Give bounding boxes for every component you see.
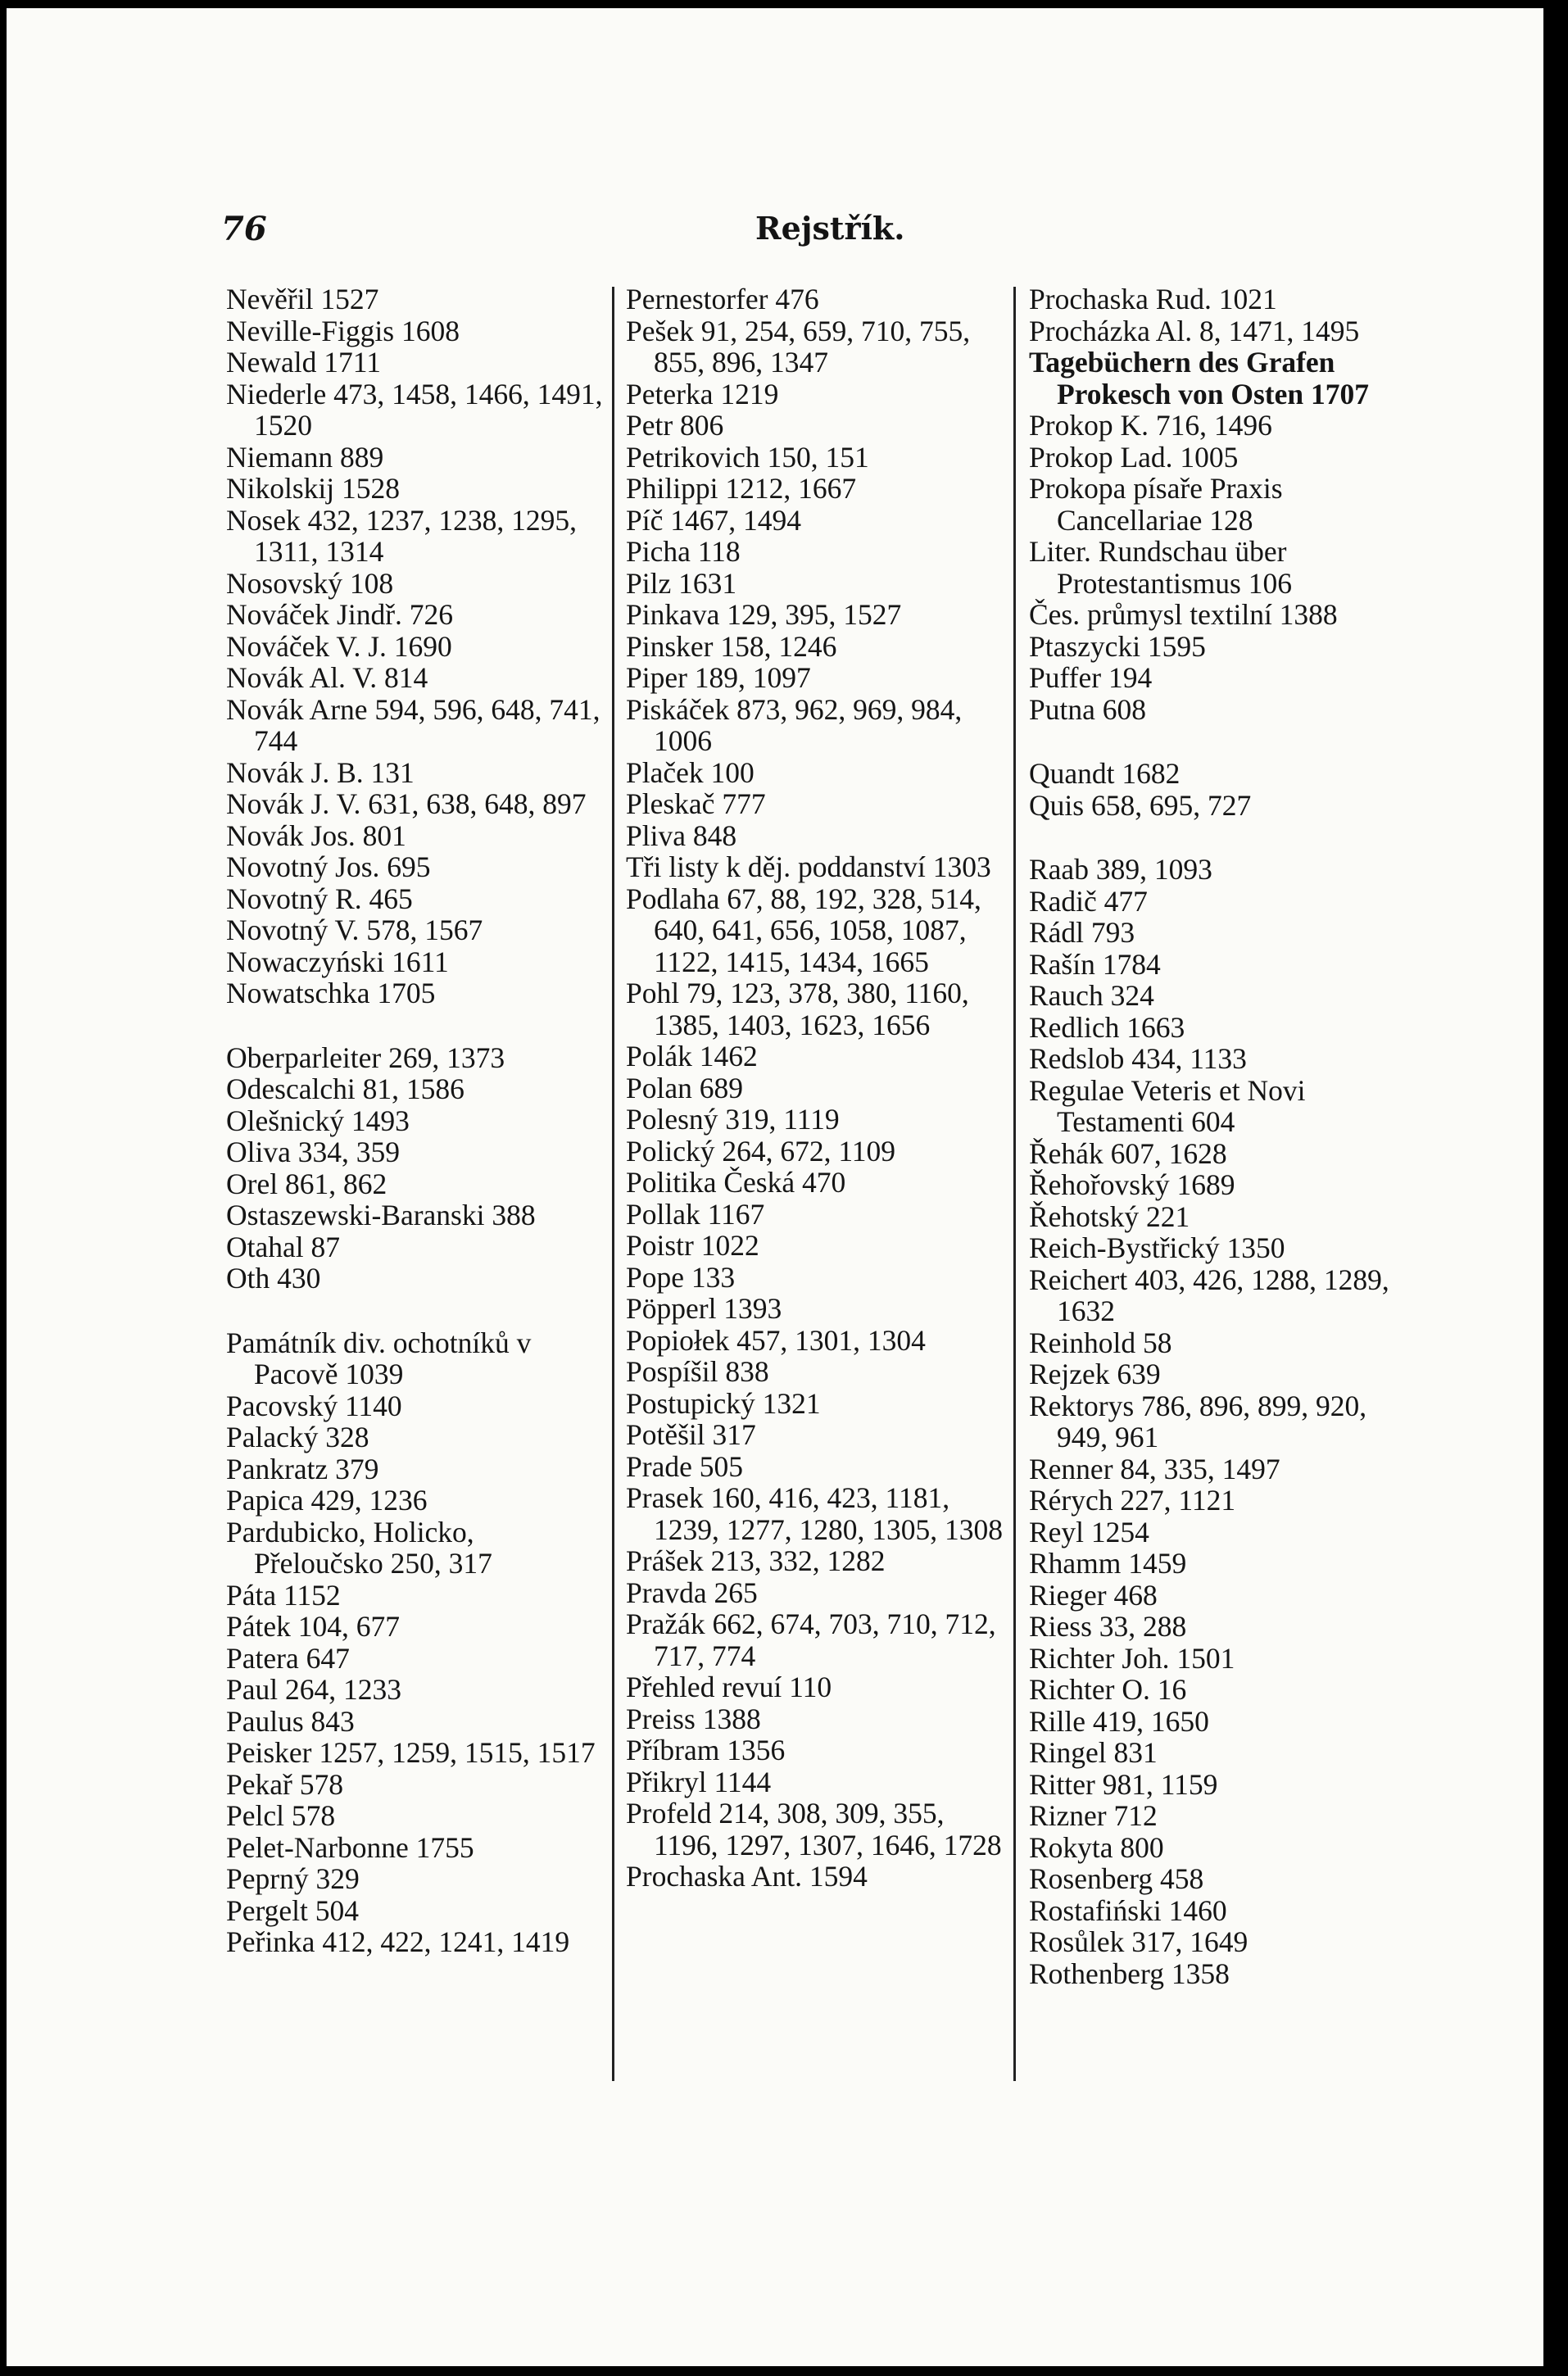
- index-entry: Rille 419, 1650: [1029, 1704, 1209, 1738]
- index-entry: Pelet-Narbonne 1755: [226, 1830, 474, 1864]
- index-entry: Palacký 328: [226, 1421, 369, 1453]
- index-entry: Přikryl 1144: [626, 1765, 772, 1798]
- index-entry: Ptaszycki 1595: [1029, 629, 1206, 663]
- index-entry: Popiołek 457, 1301, 1304: [626, 1323, 926, 1357]
- index-group-r: [1029, 854, 1416, 1989]
- index-entry: Poistr 1022: [626, 1229, 759, 1262]
- index-entry: Preiss 1388: [626, 1702, 761, 1735]
- index-entry: Píč 1467, 1494: [626, 503, 801, 537]
- index-entry: Puffer 194: [1029, 661, 1153, 694]
- index-entry: Richter Joh. 1501: [1029, 1641, 1235, 1675]
- index-entry: Ritter 981, 1159: [1029, 1767, 1218, 1801]
- index-column-2: [626, 283, 1006, 1893]
- index-entry: Richter O. 16: [1029, 1673, 1187, 1706]
- column-divider: [1013, 287, 1016, 2081]
- index-entry: Prášek 213, 332, 1282: [626, 1544, 886, 1577]
- index-entry: Paul 264, 1233: [226, 1673, 401, 1706]
- index-entry: Tagebüchern des Grafen Prokesch von Osten 1707: [1029, 346, 1369, 410]
- index-entry: Rašín 1784: [1029, 947, 1161, 981]
- index-entry: Pernestorfer 476: [626, 283, 819, 315]
- index-entry: Quandt 1682: [1029, 757, 1181, 790]
- page-number: 76: [221, 210, 267, 248]
- index-entry: Nosek 432, 1237, 1238, 1295, 1311, 1314: [226, 503, 577, 568]
- index-entry: Paulus 843: [226, 1704, 355, 1738]
- index-entry: Patera 647: [226, 1641, 350, 1675]
- index-entry: Pravda 265: [626, 1576, 758, 1609]
- index-entry: Prokop Lad. 1005: [1029, 440, 1239, 474]
- index-entry: Pekař 578: [226, 1767, 343, 1801]
- index-entry: Nowatschka 1705: [226, 977, 436, 1009]
- index-entry: Redlich 1663: [1029, 1010, 1185, 1044]
- index-entry: Reich-Bystřický 1350: [1029, 1231, 1285, 1264]
- index-entry: Čes. průmysl textilní 1388: [1029, 598, 1338, 631]
- index-entry: Řehotský 221: [1029, 1199, 1190, 1233]
- index-entry: Pražák 662, 674, 703, 710, 712, 717, 774: [626, 1607, 996, 1672]
- index-entry: Pešek 91, 254, 659, 710, 755, 855, 896, 1347: [626, 314, 971, 379]
- index-column-1: [226, 283, 605, 1958]
- index-entry: Peterka 1219: [626, 377, 779, 410]
- index-entry: Rektorys 786, 896, 899, 920, 949, 961: [1029, 1389, 1367, 1453]
- index-entry: Petrikovich 150, 151: [626, 440, 869, 474]
- index-entry: Ostaszewski-Baranski 388: [226, 1199, 536, 1231]
- index-entry: Přehled revuí 110: [626, 1671, 832, 1703]
- index-entry: Rizner 712: [1029, 1799, 1158, 1832]
- index-entry: Řehák 607, 1628: [1029, 1136, 1227, 1170]
- index-entry: Pardubicko, Holicko, Přeloučsko 250, 317: [226, 1515, 492, 1580]
- index-entry: Rothenberg 1358: [1029, 1957, 1230, 1990]
- index-entry: Tři listy k děj. poddanství 1303: [626, 850, 991, 883]
- index-entry: Pleskač 777: [626, 787, 766, 820]
- index-entry: Rérych 227, 1121: [1029, 1484, 1236, 1517]
- index-entry: Pospíšil 838: [626, 1355, 769, 1388]
- index-entry: Pope 133: [626, 1260, 736, 1294]
- index-entry: Rosenberg 458: [1029, 1862, 1204, 1895]
- index-entry: Procházka Al. 8, 1471, 1495: [1029, 314, 1360, 347]
- index-group-o: [226, 1042, 605, 1295]
- index-entry: Rosůlek 317, 1649: [1029, 1925, 1249, 1958]
- index-entry: Novotný Jos. 695: [226, 850, 431, 883]
- section-gap: [1029, 725, 1416, 758]
- index-entry: Prasek 160, 416, 423, 1181, 1239, 1277, 1280, 1305, 1308: [626, 1481, 1003, 1546]
- index-entry: Polický 264, 672, 1109: [626, 1134, 896, 1168]
- index-entry: Renner 84, 335, 1497: [1029, 1452, 1280, 1485]
- index-entry: Pöpperl 1393: [626, 1292, 782, 1325]
- index-entry: Reinhold 58: [1029, 1326, 1172, 1359]
- index-entry: Picha 118: [626, 535, 741, 568]
- index-entry: Pankratz 379: [226, 1452, 379, 1485]
- index-entry: Nowaczyński 1611: [226, 945, 449, 978]
- index-entry: Riess 33, 288: [1029, 1610, 1187, 1643]
- index-entry: Prochaska Ant. 1594: [626, 1860, 868, 1893]
- index-entry: Petr 806: [626, 409, 724, 442]
- index-entry: Niemann 889: [226, 440, 384, 474]
- index-entry: Nováček Jindř. 726: [226, 598, 454, 631]
- book-page: [7, 8, 1545, 2366]
- index-entry: Postupický 1321: [626, 1386, 821, 1420]
- index-entry: Prokopa písaře Praxis Cancellariae 128: [1029, 472, 1283, 537]
- index-entry: Oberparleiter 269, 1373: [226, 1041, 505, 1074]
- index-entry: Peřinka 412, 422, 1241, 1419: [226, 1925, 570, 1958]
- index-entry: Philippi 1212, 1667: [626, 472, 857, 505]
- index-entry: Novák Arne 594, 596, 648, 741, 744: [226, 692, 600, 757]
- index-entry: Peisker 1257, 1259, 1515, 1517: [226, 1736, 596, 1769]
- index-group-q: [1029, 758, 1416, 821]
- index-entry: Plaček 100: [626, 755, 755, 789]
- index-entry: Reyl 1254: [1029, 1515, 1149, 1548]
- index-entry: Putna 608: [1029, 692, 1146, 726]
- index-entry: Rejzek 639: [1029, 1358, 1161, 1390]
- index-entry: Polák 1462: [626, 1040, 758, 1072]
- index-entry: Nevěřil 1527: [226, 283, 379, 315]
- section-gap: [1029, 821, 1416, 854]
- index-entry: Novák J. B. 131: [226, 755, 415, 789]
- index-entry: Oliva 334, 359: [226, 1136, 400, 1168]
- index-entry: Nováček V. J. 1690: [226, 629, 452, 663]
- index-entry: Prokop K. 716, 1496: [1029, 409, 1272, 442]
- index-entry: Orel 861, 862: [226, 1167, 387, 1200]
- index-entry: Newald 1711: [226, 346, 381, 379]
- index-entry: Pinsker 158, 1246: [626, 629, 837, 663]
- index-entry: Potěšil 317: [626, 1418, 756, 1451]
- page-heading: Rejstřík.: [755, 210, 905, 247]
- index-entry: Liter. Rundschau über Protestantismus 106: [1029, 535, 1292, 600]
- index-entry: Quis 658, 695, 727: [1029, 788, 1252, 822]
- index-column-3: [1029, 283, 1416, 1989]
- scan-border: [1543, 0, 1568, 2376]
- index-entry: Pelcl 578: [226, 1799, 336, 1832]
- index-entry: Nosovský 108: [226, 566, 394, 600]
- index-entry: Pilz 1631: [626, 566, 737, 600]
- index-entry: Prade 505: [626, 1449, 743, 1483]
- index-entry: Profeld 214, 308, 309, 355, 1196, 1297, 1307, 1646, 1728: [626, 1797, 1002, 1861]
- index-entry: Novák Al. V. 814: [226, 661, 428, 694]
- index-entry: Nikolskij 1528: [226, 472, 401, 505]
- index-entry: Piskáček 873, 962, 969, 984, 1006: [626, 692, 963, 757]
- index-entry: Pliva 848: [626, 818, 737, 852]
- index-entry: Oth 430: [226, 1262, 321, 1295]
- index-entry: Raab 389, 1093: [1029, 853, 1212, 886]
- index-entry: Rostafiński 1460: [1029, 1893, 1227, 1927]
- index-entry: Rokyta 800: [1029, 1830, 1164, 1864]
- index-entry: Peprný 329: [226, 1862, 360, 1895]
- index-entry: Podlaha 67, 88, 192, 328, 514, 640, 641, 656, 1058, 1087, 1122, 1415, 1434, 1665: [626, 882, 981, 978]
- section-gap: [226, 1009, 605, 1042]
- index-entry: Prochaska Rud. 1021: [1029, 283, 1277, 315]
- index-entry: Novák Jos. 801: [226, 818, 406, 852]
- index-entry: Piper 189, 1097: [626, 661, 811, 694]
- index-entry: Ringel 831: [1029, 1736, 1158, 1769]
- index-entry: Niederle 473, 1458, 1466, 1491, 1520: [226, 377, 603, 442]
- index-entry: Rieger 468: [1029, 1578, 1158, 1612]
- index-entry: Odescalchi 81, 1586: [226, 1072, 465, 1105]
- index-group-p: [1029, 283, 1416, 725]
- column-divider: [612, 287, 614, 2081]
- index-entry: Páta 1152: [226, 1578, 341, 1612]
- index-entry: Rhamm 1459: [1029, 1547, 1187, 1580]
- index-entry: Novotný V. 578, 1567: [226, 914, 483, 946]
- index-entry: Pohl 79, 123, 378, 380, 1160, 1385, 1403, 1623, 1656: [626, 977, 969, 1041]
- index-entry: Pinkava 129, 395, 1527: [626, 598, 902, 631]
- index-entry: Novák J. V. 631, 638, 648, 897: [226, 787, 587, 820]
- index-entry: Řehořovský 1689: [1029, 1168, 1235, 1201]
- index-entry: Politika Česká 470: [626, 1166, 846, 1199]
- index-entry: Novotný R. 465: [226, 882, 413, 915]
- index-entry: Polesný 319, 1119: [626, 1103, 840, 1136]
- index-entry: Pergelt 504: [226, 1893, 360, 1927]
- index-entry: Rádl 793: [1029, 916, 1135, 949]
- index-entry: Památník div. ochotníků v Pacově 1039: [226, 1326, 532, 1390]
- index-entry: Pollak 1167: [626, 1197, 765, 1231]
- index-entry: Neville-Figgis 1608: [226, 314, 460, 347]
- section-gap: [226, 1295, 605, 1327]
- index-entry: Olešnický 1493: [226, 1104, 410, 1137]
- index-entry: Příbram 1356: [626, 1734, 786, 1766]
- index-entry: Reichert 403, 426, 1288, 1289, 1632: [1029, 1263, 1389, 1327]
- index-entry: Papica 429, 1236: [226, 1484, 428, 1517]
- index-entry: Pátek 104, 677: [226, 1610, 400, 1643]
- index-entry: Redslob 434, 1133: [1029, 1042, 1247, 1075]
- index-entry: Otahal 87: [226, 1230, 341, 1263]
- index-entry: Polan 689: [626, 1071, 743, 1104]
- index-group-p: [226, 1327, 605, 1958]
- index-entry: Rauch 324: [1029, 979, 1154, 1012]
- index-entry: Regulae Veteris et Novi Testamenti 604: [1029, 1073, 1306, 1138]
- index-entry: Radič 477: [1029, 884, 1148, 918]
- index-group-n: [226, 283, 605, 1009]
- index-entry: Pacovský 1140: [226, 1389, 402, 1422]
